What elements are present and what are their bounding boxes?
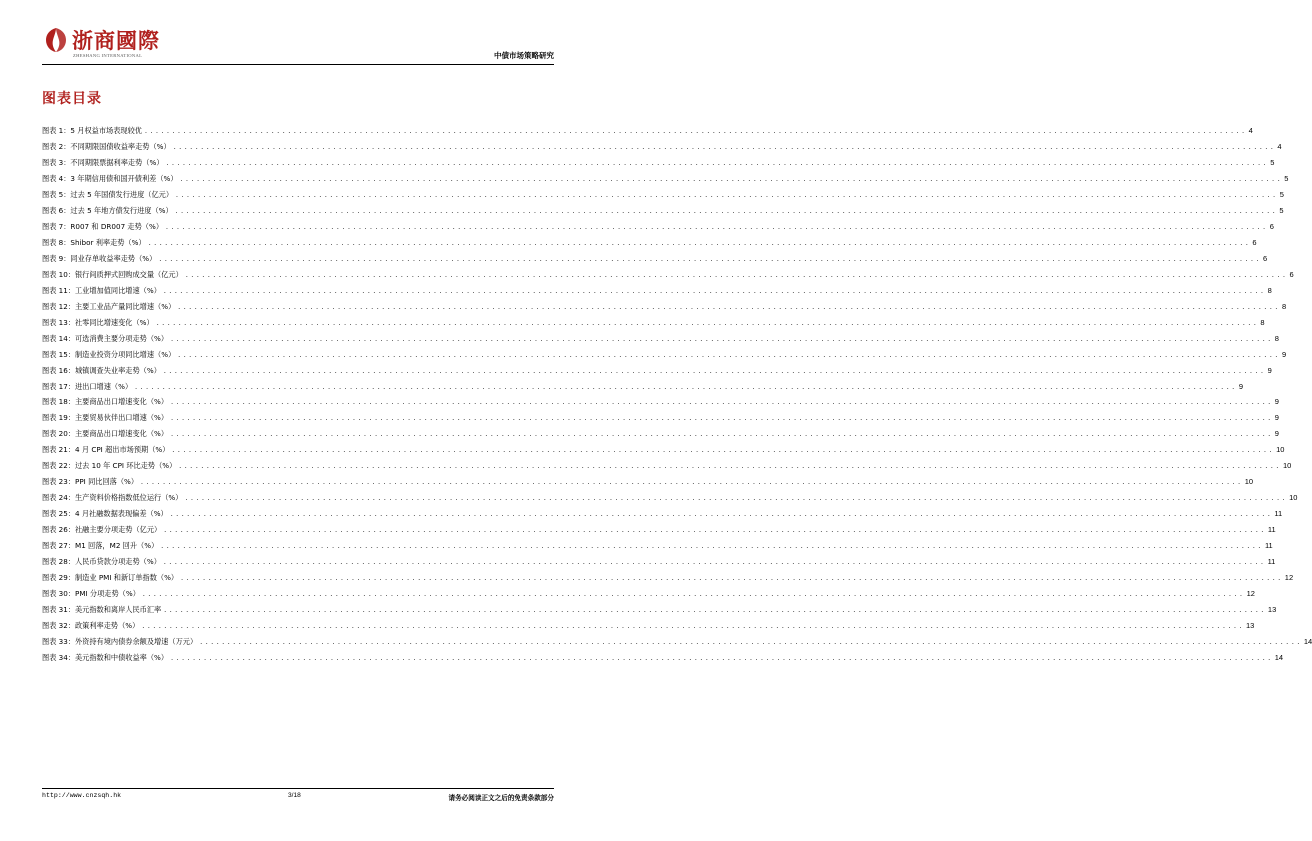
toc-entry-label[interactable]: 图表 30：PMI 分项走势（%） xyxy=(42,589,140,599)
toc-dot-leader: ........................................................................................................................................................................................................ xyxy=(180,574,1283,583)
toc-entry-label[interactable]: 图表 12：主要工业品产量同比增速（%） xyxy=(42,301,176,311)
toc-entry-label[interactable]: 图表 34：美元指数和中债收益率（%） xyxy=(42,652,169,662)
toc-entry[interactable] xyxy=(42,650,1284,666)
toc-dot-leader: ........................................................................................................................................................................................................ xyxy=(170,430,1273,439)
toc-entry[interactable] xyxy=(42,123,1253,139)
toc-entry[interactable] xyxy=(42,394,1279,410)
toc-entry-page[interactable]: 10 xyxy=(1282,461,1292,471)
toc-dot-leader: ........................................................................................................................................................................................................ xyxy=(179,174,1283,183)
toc-dot-leader: ........................................................................................................................................................................................................ xyxy=(165,158,1269,167)
toc-entry-label[interactable]: 图表 16：城镇调查失业率走势（%） xyxy=(42,365,161,375)
toc-entry-page[interactable]: 6 xyxy=(1252,237,1257,247)
footer-url-link[interactable]: http://www.cnzsqh.hk xyxy=(42,792,122,799)
toc-entry[interactable] xyxy=(42,538,1273,554)
toc-entry-label[interactable]: 图表 9：同业存单收益率走势（%） xyxy=(42,253,157,263)
toc-entry-page[interactable]: 9 xyxy=(1238,381,1243,391)
toc-entry-page[interactable]: 8 xyxy=(1274,333,1279,343)
toc-dot-leader: ........................................................................................................................................................................................................ xyxy=(160,542,1263,551)
toc-entry-label[interactable]: 图表 3：不同期限票据利率走势（%） xyxy=(42,157,164,167)
footer-divider xyxy=(42,788,554,789)
toc-dot-leader: ........................................................................................................................................................................................................ xyxy=(199,638,1302,646)
toc-dot-leader: ........................................................................................................................................................................................................ xyxy=(184,494,1288,503)
toc-dot-leader: ........................................................................................................................................................................................................ xyxy=(147,238,1251,247)
toc-entry-label[interactable]: 图表 28：人民币贷款分项走势（%） xyxy=(42,557,161,567)
toc-entry-page[interactable]: 9 xyxy=(1274,429,1279,439)
toc-entry-label[interactable]: 图表 15：制造业投资分项同比增速（%） xyxy=(42,349,176,359)
toc-dot-leader: ........................................................................................................................................................................................................ xyxy=(170,653,1273,662)
toc-entry[interactable] xyxy=(42,171,1289,187)
toc-dot-leader: ........................................................................................................................................................................................................ xyxy=(178,462,1281,471)
toc-entry[interactable] xyxy=(42,315,1265,331)
toc-entry-page[interactable]: 8 xyxy=(1267,285,1272,295)
logo-text: 浙商國際 xyxy=(72,28,160,53)
toc-entry-label[interactable]: 图表 8：Shibor 利率走势（%） xyxy=(42,237,146,247)
toc-dot-leader: ........................................................................................................................................................................................................ xyxy=(163,526,1266,535)
toc-entry-label[interactable]: 图表 24：生产资料价格指数低位运行（%） xyxy=(42,493,183,503)
toc-entry[interactable] xyxy=(42,490,1298,506)
toc-entry-page[interactable]: 4 xyxy=(1248,126,1253,135)
toc-title: 图表目录 xyxy=(42,91,102,107)
toc-dot-leader: ........................................................................................................................................................................................................ xyxy=(177,350,1280,359)
toc-entry-page[interactable]: 14 xyxy=(1303,637,1312,646)
toc-entry[interactable] xyxy=(42,474,1254,490)
toc-entry-page[interactable]: 10 xyxy=(1244,477,1254,487)
toc-entry-label[interactable]: 图表 2：不同期限国债收益率走势（%） xyxy=(42,141,171,151)
toc-dot-leader: ........................................................................................................................................................................................................ xyxy=(169,510,1273,519)
toc-entry-label[interactable]: 图表 32：政策利率走势（%） xyxy=(42,621,140,631)
company-logo xyxy=(42,24,202,62)
toc-entry[interactable] xyxy=(42,331,1279,347)
toc-dot-leader: ........................................................................................................................................................................................................ xyxy=(162,558,1266,567)
toc-dot-leader: ........................................................................................................................................................................................................ xyxy=(134,382,1237,391)
toc-entry-page[interactable]: 6 xyxy=(1263,253,1268,263)
toc-dot-leader: ........................................................................................................................................................................................................ xyxy=(163,606,1266,615)
logo-subtitle: ZHESHANG INTERNATIONAL xyxy=(73,53,143,58)
toc-entry-page[interactable]: 5 xyxy=(1279,189,1284,199)
toc-entry-label[interactable]: 图表 1：5 月权益市场表现较优 xyxy=(42,126,142,135)
toc-dot-leader: ........................................................................................................................................................................................................ xyxy=(162,286,1266,295)
toc-entry-label[interactable]: 图表 4：3 年期信用债和国开债利差（%） xyxy=(42,173,178,183)
toc-entry-page[interactable]: 5 xyxy=(1279,205,1284,215)
toc-dot-leader: ........................................................................................................................................................................................................ xyxy=(162,366,1266,375)
footer-disclaimer: 请务必阅读正文之后的免责条款部分 xyxy=(448,794,554,802)
toc-entry[interactable] xyxy=(42,283,1272,299)
toc-entry-label[interactable]: 图表 27：M1 回落，M2 回升（%） xyxy=(42,541,159,551)
toc-entry-page[interactable]: 9 xyxy=(1274,397,1279,407)
toc-entry[interactable] xyxy=(42,363,1272,379)
toc-entry-page[interactable]: 11 xyxy=(1264,541,1273,551)
header-divider xyxy=(42,64,554,65)
report-category: 中债市场策略研究 xyxy=(494,51,554,60)
toc-dot-leader: ........................................................................................................................................................................................................ xyxy=(171,446,1275,455)
toc-entry-page[interactable]: 10 xyxy=(1276,445,1285,455)
toc-entry[interactable] xyxy=(42,618,1255,634)
toc-entry[interactable] xyxy=(42,235,1257,251)
toc-entry-label[interactable]: 图表 26：社融主要分项走势（亿元） xyxy=(42,525,162,535)
toc-dot-leader: ........................................................................................................................................................................................................ xyxy=(165,222,1268,231)
toc-dot-leader: ........................................................................................................................................................................................................ xyxy=(155,318,1259,327)
toc-dot-leader: ........................................................................................................................................................................................................ xyxy=(174,206,1278,215)
toc-entry-label[interactable]: 图表 11：工业增加值同比增速（%） xyxy=(42,285,161,295)
toc-dot-leader: ........................................................................................................................................................................................................ xyxy=(141,622,1244,631)
page-footer xyxy=(42,792,554,804)
toc-entry-label[interactable]: 图表 22：过去 10 年 CPI 环比走势（%） xyxy=(42,461,177,471)
toc-dot-leader: ........................................................................................................................................................................................................ xyxy=(177,302,1280,311)
toc-entry-page[interactable]: 11 xyxy=(1274,509,1283,519)
toc-entry-page[interactable]: 12 xyxy=(1284,573,1294,583)
toc-entry-label[interactable]: 图表 18：主要商品出口增速变化（%） xyxy=(42,397,169,407)
footer-page-number: 3/18 xyxy=(288,792,301,799)
toc-entry-page[interactable]: 11 xyxy=(1267,557,1276,567)
toc-entry[interactable] xyxy=(42,410,1279,426)
toc-entry-page[interactable]: 9 xyxy=(1281,349,1287,359)
toc-dot-leader: ........................................................................................................................................................................................................ xyxy=(184,270,1288,279)
toc-entry[interactable] xyxy=(42,139,1282,155)
toc-entry[interactable] xyxy=(42,426,1279,442)
toc-entry[interactable] xyxy=(42,251,1268,267)
toc-entry-label[interactable]: 图表 33：外资持有境内债券余额及增速（万元） xyxy=(42,637,198,646)
toc-entry[interactable] xyxy=(42,155,1275,171)
toc-entry-label[interactable]: 图表 10：银行间质押式回购成交量（亿元） xyxy=(42,269,183,279)
toc-entry[interactable] xyxy=(42,506,1283,522)
toc-dot-leader: ........................................................................................................................................................................................................ xyxy=(172,142,1276,151)
toc-entry-label[interactable]: 图表 19：主要贸易伙伴出口增速（%） xyxy=(42,413,169,423)
toc-dot-leader: ........................................................................................................................................................................................................ xyxy=(170,398,1273,407)
toc-dot-leader: ........................................................................................................................................................................................................ xyxy=(140,478,1243,487)
toc-entry-label[interactable]: 图表 13：社零同比增速变化（%） xyxy=(42,317,154,327)
logo-mark-icon xyxy=(44,27,68,53)
toc-entry-page[interactable]: 6 xyxy=(1269,221,1274,231)
toc-dot-leader: ........................................................................................................................................................................................................ xyxy=(175,190,1278,199)
toc-entry-page[interactable]: 9 xyxy=(1274,413,1279,423)
toc-entry-page[interactable]: 9 xyxy=(1267,365,1272,375)
toc-dot-leader: ........................................................................................................................................................................................................ xyxy=(158,254,1261,263)
toc-entry-label[interactable]: 图表 6：过去 5 年地方债发行进度（%） xyxy=(42,205,173,215)
toc-entry-page[interactable]: 13 xyxy=(1246,621,1255,631)
toc-entry-page[interactable]: 14 xyxy=(1274,652,1284,662)
toc-entry-label[interactable]: 图表 17：进出口增速（%） xyxy=(42,381,133,391)
toc-entry[interactable] xyxy=(42,267,1294,283)
toc-entry-page[interactable]: 8 xyxy=(1260,317,1265,327)
table-of-figures xyxy=(42,123,1312,666)
toc-entry-page[interactable]: 6 xyxy=(1289,269,1294,279)
toc-entry[interactable] xyxy=(42,299,1287,315)
toc-entry-label[interactable]: 图表 7：R007 和 DR007 走势（%） xyxy=(42,221,164,231)
toc-entry[interactable] xyxy=(42,347,1287,363)
toc-entry[interactable] xyxy=(42,442,1285,458)
toc-dot-leader: ........................................................................................................................................................................................................ xyxy=(143,127,1247,135)
toc-entry-label[interactable]: 图表 25：4 月社融数据表现偏差（%） xyxy=(42,509,168,519)
toc-entry-page[interactable]: 10 xyxy=(1289,493,1298,503)
toc-entry-label[interactable]: 图表 23：PPI 同比回落（%） xyxy=(42,477,139,487)
toc-entry[interactable] xyxy=(42,522,1276,538)
toc-entry[interactable] xyxy=(42,203,1284,219)
toc-entry[interactable] xyxy=(42,219,1274,235)
toc-entry[interactable] xyxy=(42,602,1277,618)
toc-entry-page[interactable]: 5 xyxy=(1284,173,1289,183)
toc-dot-leader: ........................................................................................................................................................................................................ xyxy=(170,414,1273,423)
toc-entry[interactable] xyxy=(42,458,1292,474)
toc-entry[interactable] xyxy=(42,187,1284,203)
toc-entry-page[interactable]: 12 xyxy=(1246,589,1255,599)
toc-entry-page[interactable]: 5 xyxy=(1270,157,1275,167)
toc-entry[interactable] xyxy=(42,586,1255,602)
toc-entry[interactable] xyxy=(42,379,1243,395)
toc-entry-page[interactable]: 4 xyxy=(1277,141,1282,151)
toc-dot-leader: ........................................................................................................................................................................................................ xyxy=(141,590,1245,599)
toc-entry-label[interactable]: 图表 29：制造业 PMI 和新订单指数（%） xyxy=(42,573,179,583)
toc-entry-label[interactable]: 图表 14：可选消费主要分项走势（%） xyxy=(42,333,169,343)
toc-entry-page[interactable]: 11 xyxy=(1267,525,1276,535)
page-header xyxy=(42,24,554,64)
toc-entry-page[interactable]: 13 xyxy=(1267,605,1277,615)
toc-entry[interactable] xyxy=(42,634,1312,650)
toc-entry-label[interactable]: 图表 5：过去 5 年国债发行进度（亿元） xyxy=(42,189,174,199)
toc-entry-label[interactable]: 图表 20：主要商品出口增速变化（%） xyxy=(42,429,169,439)
toc-entry-label[interactable]: 图表 31：美元指数和离岸人民币汇率 xyxy=(42,605,162,615)
toc-entry[interactable] xyxy=(42,570,1294,586)
toc-entry-page[interactable]: 8 xyxy=(1281,301,1287,311)
toc-dot-leader: ........................................................................................................................................................................................................ xyxy=(170,334,1273,343)
toc-entry[interactable] xyxy=(42,554,1276,570)
toc-entry-label[interactable]: 图表 21：4 月 CPI 超出市场预期（%） xyxy=(42,445,170,455)
